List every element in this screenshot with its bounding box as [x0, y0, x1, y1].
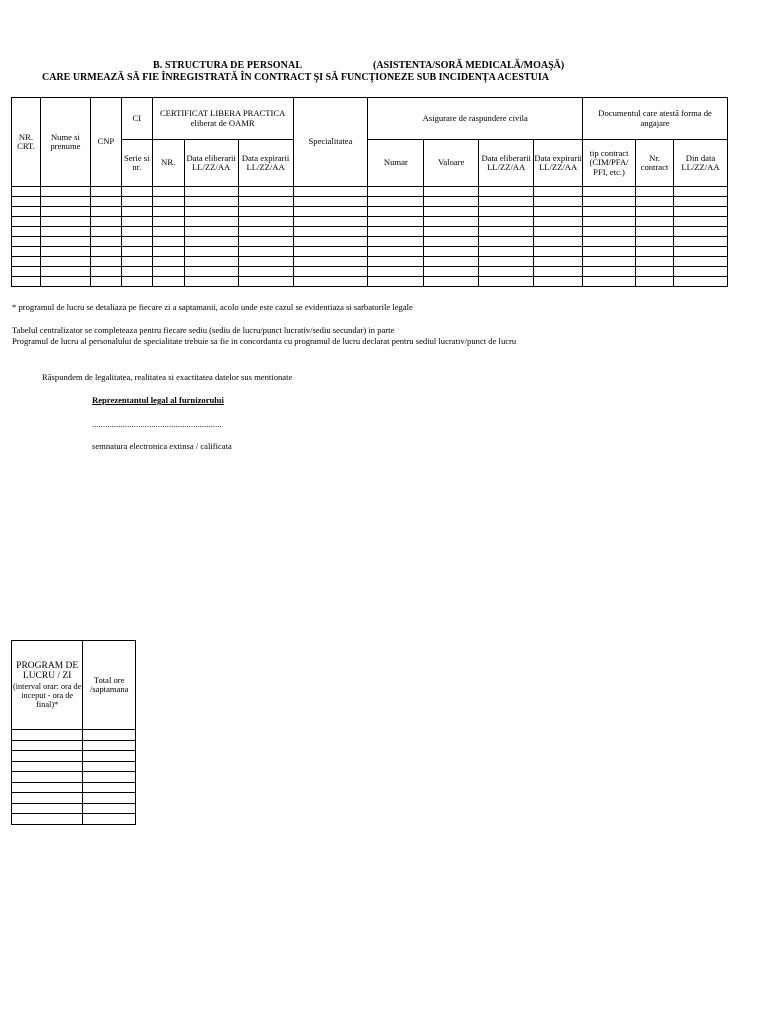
table-cell[interactable] — [40, 187, 90, 197]
table-cell[interactable] — [479, 247, 534, 257]
table-cell[interactable] — [238, 227, 293, 237]
table-cell[interactable] — [673, 197, 727, 207]
table-row — [12, 782, 136, 793]
table-cell[interactable] — [673, 247, 727, 257]
table-cell[interactable] — [534, 217, 583, 227]
table-cell[interactable] — [673, 217, 727, 227]
header-program-lucru — [12, 641, 83, 730]
table-cell[interactable] — [368, 277, 424, 287]
table-cell[interactable] — [583, 247, 636, 257]
table-cell[interactable] — [636, 277, 674, 287]
title-subtitle: CARE URMEAZĂ SĂ FIE ÎNREGISTRATĂ ÎN CONTRACT ŞI SĂ FUNCŢIONEZE SUB INCIDENŢA ACESTUIA — [42, 72, 549, 83]
table-cell[interactable] — [152, 217, 184, 227]
table-cell[interactable] — [636, 207, 674, 217]
table-cell[interactable] — [83, 772, 136, 783]
table-cell[interactable] — [583, 237, 636, 247]
table-cell[interactable] — [184, 267, 238, 277]
table-cell[interactable] — [83, 751, 136, 762]
table-cell[interactable] — [424, 267, 479, 277]
note-tabel-centralizator: Tabelul centralizator se completeaza pentru fiecare sediu (sediu de lucru/punct lucrativ/sediu secundar) in parte — [12, 325, 395, 335]
table-cell[interactable] — [293, 217, 368, 227]
subheader-asig-data-eliberarii: Data eliberarii LL/ZZ/AA — [479, 140, 534, 187]
subheader-tip-contract: tip contract (CIM/PFA/ PFI, etc.) — [583, 140, 636, 187]
table-row — [12, 227, 728, 237]
table-cell[interactable] — [40, 207, 90, 217]
table-cell[interactable] — [40, 237, 90, 247]
subheader-nr-contract: Nr. contract — [636, 140, 674, 187]
table-cell[interactable] — [184, 277, 238, 287]
table-cell[interactable] — [293, 187, 368, 197]
table-cell[interactable] — [12, 740, 83, 751]
table-cell[interactable] — [424, 217, 479, 227]
table-cell[interactable] — [479, 217, 534, 227]
table-cell[interactable] — [121, 197, 152, 207]
table-cell[interactable] — [534, 247, 583, 257]
table-cell[interactable] — [368, 217, 424, 227]
table-cell[interactable] — [12, 207, 41, 217]
table-cell[interactable] — [293, 257, 368, 267]
table-cell[interactable] — [83, 761, 136, 772]
table-cell[interactable] — [152, 237, 184, 247]
table-cell[interactable] — [583, 197, 636, 207]
table-cell[interactable] — [293, 277, 368, 287]
table-cell[interactable] — [12, 197, 41, 207]
table-cell[interactable] — [583, 277, 636, 287]
table-cell[interactable] — [152, 267, 184, 277]
table-cell[interactable] — [534, 277, 583, 287]
signature-line: ........................................................... — [92, 420, 222, 429]
table-cell[interactable] — [121, 257, 152, 267]
table-cell[interactable] — [479, 197, 534, 207]
table-cell[interactable] — [12, 793, 83, 804]
table-cell[interactable] — [583, 207, 636, 217]
table-cell[interactable] — [184, 247, 238, 257]
table-row — [12, 814, 136, 825]
table-cell[interactable] — [424, 207, 479, 217]
table-cell[interactable] — [368, 187, 424, 197]
table-cell[interactable] — [12, 267, 41, 277]
note-program-lucru: Programul de lucru al personalului de specialitate trebuie sa fie in concordanta cu programul de lucru declarat pentru sediul lucrativ/punct de lucru — [12, 336, 517, 346]
table-cell[interactable] — [152, 257, 184, 267]
table-cell[interactable] — [12, 247, 41, 257]
table-cell[interactable] — [368, 247, 424, 257]
table-row — [12, 207, 728, 217]
table-cell[interactable] — [90, 207, 121, 217]
header-nr-crt: NR. CRT. — [12, 98, 41, 187]
table-cell[interactable] — [40, 247, 90, 257]
table-cell[interactable] — [12, 772, 83, 783]
header-specialitatea: Specialitatea — [293, 98, 368, 187]
table-cell[interactable] — [152, 207, 184, 217]
table-cell[interactable] — [583, 187, 636, 197]
table-cell[interactable] — [184, 257, 238, 267]
table-cell[interactable] — [479, 257, 534, 267]
table-cell[interactable] — [152, 227, 184, 237]
table-cell[interactable] — [184, 187, 238, 197]
table-cell[interactable] — [238, 247, 293, 257]
table-cell[interactable] — [238, 237, 293, 247]
table-cell[interactable] — [479, 267, 534, 277]
table-cell[interactable] — [238, 197, 293, 207]
table-cell[interactable] — [424, 187, 479, 197]
legal-representative-label: Reprezentantul legal al furnizorului — [92, 395, 224, 405]
table-cell[interactable] — [12, 782, 83, 793]
table-cell[interactable] — [673, 257, 727, 267]
table-cell[interactable] — [673, 207, 727, 217]
table-cell[interactable] — [479, 227, 534, 237]
table-cell[interactable] — [583, 257, 636, 267]
table-cell[interactable] — [534, 237, 583, 247]
table-row — [12, 187, 728, 197]
table-cell[interactable] — [184, 237, 238, 247]
table-row — [12, 772, 136, 783]
table-cell[interactable] — [293, 237, 368, 247]
table-cell[interactable] — [121, 267, 152, 277]
table-cell[interactable] — [83, 740, 136, 751]
header-document-angajare: Documentul care atestă forma de angajare — [583, 98, 728, 140]
table-cell[interactable] — [121, 187, 152, 197]
table-cell[interactable] — [12, 187, 41, 197]
table-cell[interactable] — [121, 247, 152, 257]
table-cell[interactable] — [90, 187, 121, 197]
subheader-din-data: Din data LL/ZZ/AA — [673, 140, 727, 187]
header-total-ore: Total ore /saptamana — [83, 641, 136, 730]
title-categorie: (ASISTENTA/SORĂ MEDICALĂ/MOAŞĂ) — [373, 60, 565, 71]
table-cell[interactable] — [152, 247, 184, 257]
table-cell[interactable] — [636, 227, 674, 237]
table-row — [12, 197, 728, 207]
footnote-program: * programul de lucru se detaliaza pe fiecare zi a saptamanii, acolo unde este cazul se evidentiaza si sarbatorile legale — [12, 302, 413, 312]
table-row — [12, 217, 728, 227]
table-cell[interactable] — [121, 207, 152, 217]
table-cell[interactable] — [90, 277, 121, 287]
table-cell[interactable] — [368, 227, 424, 237]
table-cell[interactable] — [583, 267, 636, 277]
table-cell[interactable] — [12, 227, 41, 237]
header-cnp: CNP — [90, 98, 121, 187]
table-cell[interactable] — [534, 197, 583, 207]
table-cell[interactable] — [90, 257, 121, 267]
table-cell[interactable] — [424, 257, 479, 267]
table-cell[interactable] — [83, 782, 136, 793]
table-cell[interactable] — [583, 217, 636, 227]
table-cell[interactable] — [184, 197, 238, 207]
table-cell[interactable] — [12, 751, 83, 762]
table-cell[interactable] — [636, 187, 674, 197]
work-program-table — [11, 640, 136, 825]
subheader-data-expirarii: Data expirarii LL/ZZ/AA — [238, 140, 293, 187]
table-cell[interactable] — [368, 267, 424, 277]
table-cell[interactable] — [40, 267, 90, 277]
table-cell[interactable] — [534, 207, 583, 217]
table-cell[interactable] — [40, 277, 90, 287]
table-cell[interactable] — [636, 247, 674, 257]
table-cell[interactable] — [479, 207, 534, 217]
header-nume: Nume si prenume — [40, 98, 90, 187]
table-cell[interactable] — [424, 197, 479, 207]
table-cell[interactable] — [121, 277, 152, 287]
table-cell[interactable] — [121, 217, 152, 227]
table-cell[interactable] — [12, 217, 41, 227]
table-cell[interactable] — [184, 217, 238, 227]
table-cell[interactable] — [534, 227, 583, 237]
table-cell[interactable] — [293, 247, 368, 257]
table-cell[interactable] — [424, 237, 479, 247]
table-cell[interactable] — [90, 267, 121, 277]
table-cell[interactable] — [40, 257, 90, 267]
program-title: PROGRAM DE LUCRU / ZI — [16, 660, 79, 682]
header-asigurare: Asigurare de raspundere civila — [368, 98, 583, 140]
table-cell[interactable] — [12, 761, 83, 772]
personnel-table — [11, 97, 728, 287]
table-cell[interactable] — [293, 197, 368, 207]
subheader-nr: NR. — [152, 140, 184, 187]
table-cell[interactable] — [368, 237, 424, 247]
table-cell[interactable] — [293, 227, 368, 237]
table-cell[interactable] — [479, 237, 534, 247]
table-cell[interactable] — [479, 187, 534, 197]
table-cell[interactable] — [12, 814, 83, 825]
table-cell[interactable] — [673, 267, 727, 277]
subheader-data-eliberarii: Data eliberarii LL/ZZ/AA — [184, 140, 238, 187]
table-cell[interactable] — [184, 227, 238, 237]
table-cell[interactable] — [673, 187, 727, 197]
table-cell[interactable] — [673, 227, 727, 237]
table-cell[interactable] — [121, 227, 152, 237]
table-cell[interactable] — [293, 267, 368, 277]
table-cell[interactable] — [368, 257, 424, 267]
table-cell[interactable] — [636, 257, 674, 267]
table-cell[interactable] — [424, 277, 479, 287]
table-cell[interactable] — [534, 267, 583, 277]
table-cell[interactable] — [121, 237, 152, 247]
table-cell[interactable] — [90, 247, 121, 257]
table-cell[interactable] — [424, 227, 479, 237]
table-cell[interactable] — [238, 187, 293, 197]
title-structura: B. STRUCTURA DE PERSONAL — [153, 60, 303, 71]
table-row — [12, 247, 728, 257]
table-cell[interactable] — [83, 730, 136, 741]
table-cell[interactable] — [636, 267, 674, 277]
table-cell[interactable] — [40, 227, 90, 237]
table-row — [12, 267, 728, 277]
table-cell[interactable] — [479, 277, 534, 287]
signature-caption: semnatura electronica extinsa / calificata — [92, 441, 232, 451]
table-row — [12, 761, 136, 772]
table-cell[interactable] — [90, 237, 121, 247]
table-cell[interactable] — [238, 277, 293, 287]
table-row — [12, 237, 728, 247]
table-cell[interactable] — [673, 277, 727, 287]
table-cell[interactable] — [12, 237, 41, 247]
header-certificat: CERTIFICAT LIBERA PRACTICA eliberat de OAMR — [152, 98, 293, 140]
table-cell[interactable] — [83, 793, 136, 804]
table-cell[interactable] — [293, 207, 368, 217]
table-cell[interactable] — [12, 730, 83, 741]
table-cell[interactable] — [12, 257, 41, 267]
table-cell[interactable] — [90, 217, 121, 227]
table-cell[interactable] — [152, 187, 184, 197]
table-cell[interactable] — [83, 814, 136, 825]
table-cell[interactable] — [40, 217, 90, 227]
table-cell[interactable] — [238, 257, 293, 267]
table-row — [12, 740, 136, 751]
table-cell[interactable] — [534, 187, 583, 197]
table-cell[interactable] — [636, 197, 674, 207]
declaration-text: Răspundem de legalitatea, realitatea si exactitatea datelor sus mentionate — [42, 372, 293, 382]
table-cell[interactable] — [184, 207, 238, 217]
program-subtitle: (interval orar: ora de inceput - ora de final)* — [12, 681, 82, 709]
table-cell[interactable] — [424, 247, 479, 257]
table-row — [12, 257, 728, 267]
table-row — [12, 793, 136, 804]
table-cell[interactable] — [368, 197, 424, 207]
subheader-valoare: Valoare — [424, 140, 479, 187]
table-cell[interactable] — [83, 803, 136, 814]
table-cell[interactable] — [238, 207, 293, 217]
table-cell[interactable] — [152, 197, 184, 207]
table-cell[interactable] — [238, 217, 293, 227]
table-row — [12, 277, 728, 287]
table-cell[interactable] — [636, 237, 674, 247]
table-cell[interactable] — [534, 257, 583, 267]
header-ci: CI — [121, 98, 152, 140]
table-cell[interactable] — [238, 267, 293, 277]
subheader-serie: Serie si nr. — [121, 140, 152, 187]
table-cell[interactable] — [368, 207, 424, 217]
table-cell[interactable] — [40, 197, 90, 207]
table-cell[interactable] — [673, 237, 727, 247]
table-cell[interactable] — [12, 277, 41, 287]
table-cell[interactable] — [636, 217, 674, 227]
table-cell[interactable] — [90, 197, 121, 207]
table-row — [12, 751, 136, 762]
table-row — [12, 730, 136, 741]
table-cell[interactable] — [152, 277, 184, 287]
subheader-asig-data-expirarii: Data expirarii LL/ZZ/AA — [534, 140, 583, 187]
table-cell[interactable] — [583, 227, 636, 237]
subheader-numar: Numar — [368, 140, 424, 187]
table-cell[interactable] — [90, 227, 121, 237]
table-cell[interactable] — [12, 803, 83, 814]
table-row — [12, 803, 136, 814]
